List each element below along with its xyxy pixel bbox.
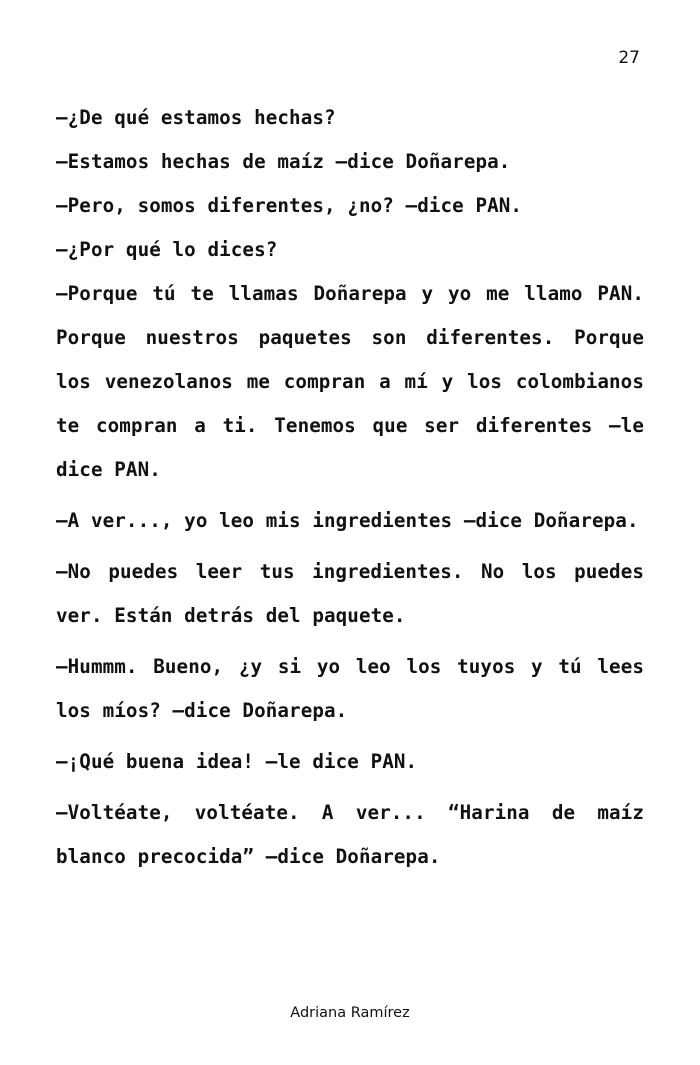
page-body-text	[56, 96, 644, 879]
paragraph: —A ver..., yo leo mis ingredientes —dice Doñarepa.	[56, 509, 639, 532]
paragraph: —Hummm. Bueno, ¿y si yo leo los tuyos y tú lees los míos? —dice Doñarepa.	[56, 655, 644, 722]
paragraph: —Voltéate, voltéate. A ver... “Harina de maíz blanco precocida” —dice Doñarepa.	[56, 801, 644, 868]
page-number: 27	[618, 48, 640, 68]
paragraph: —Porque tú te llamas Doñarepa y yo me llamo PAN. Porque nuestros paquetes son diferentes. Porque los venezolanos me compran a mí y los colombianos te compran a ti. Tenemos que ser diferentes —le dice PAN.	[56, 282, 644, 481]
paragraph: —No puedes leer tus ingredientes. No los puedes ver. Están detrás del paquete.	[56, 560, 644, 627]
footer-author: Adriana Ramírez	[290, 1005, 410, 1021]
paragraph: —¡Qué buena idea! —le dice PAN.	[56, 750, 418, 773]
paragraph: —Pero, somos diferentes, ¿no? —dice PAN.	[56, 194, 523, 217]
paragraph: —¿De qué estamos hechas?	[56, 106, 336, 129]
paragraph: —¿Por qué lo dices?	[56, 238, 278, 261]
paragraph: —Estamos hechas de maíz —dice Doñarepa.	[56, 150, 511, 173]
